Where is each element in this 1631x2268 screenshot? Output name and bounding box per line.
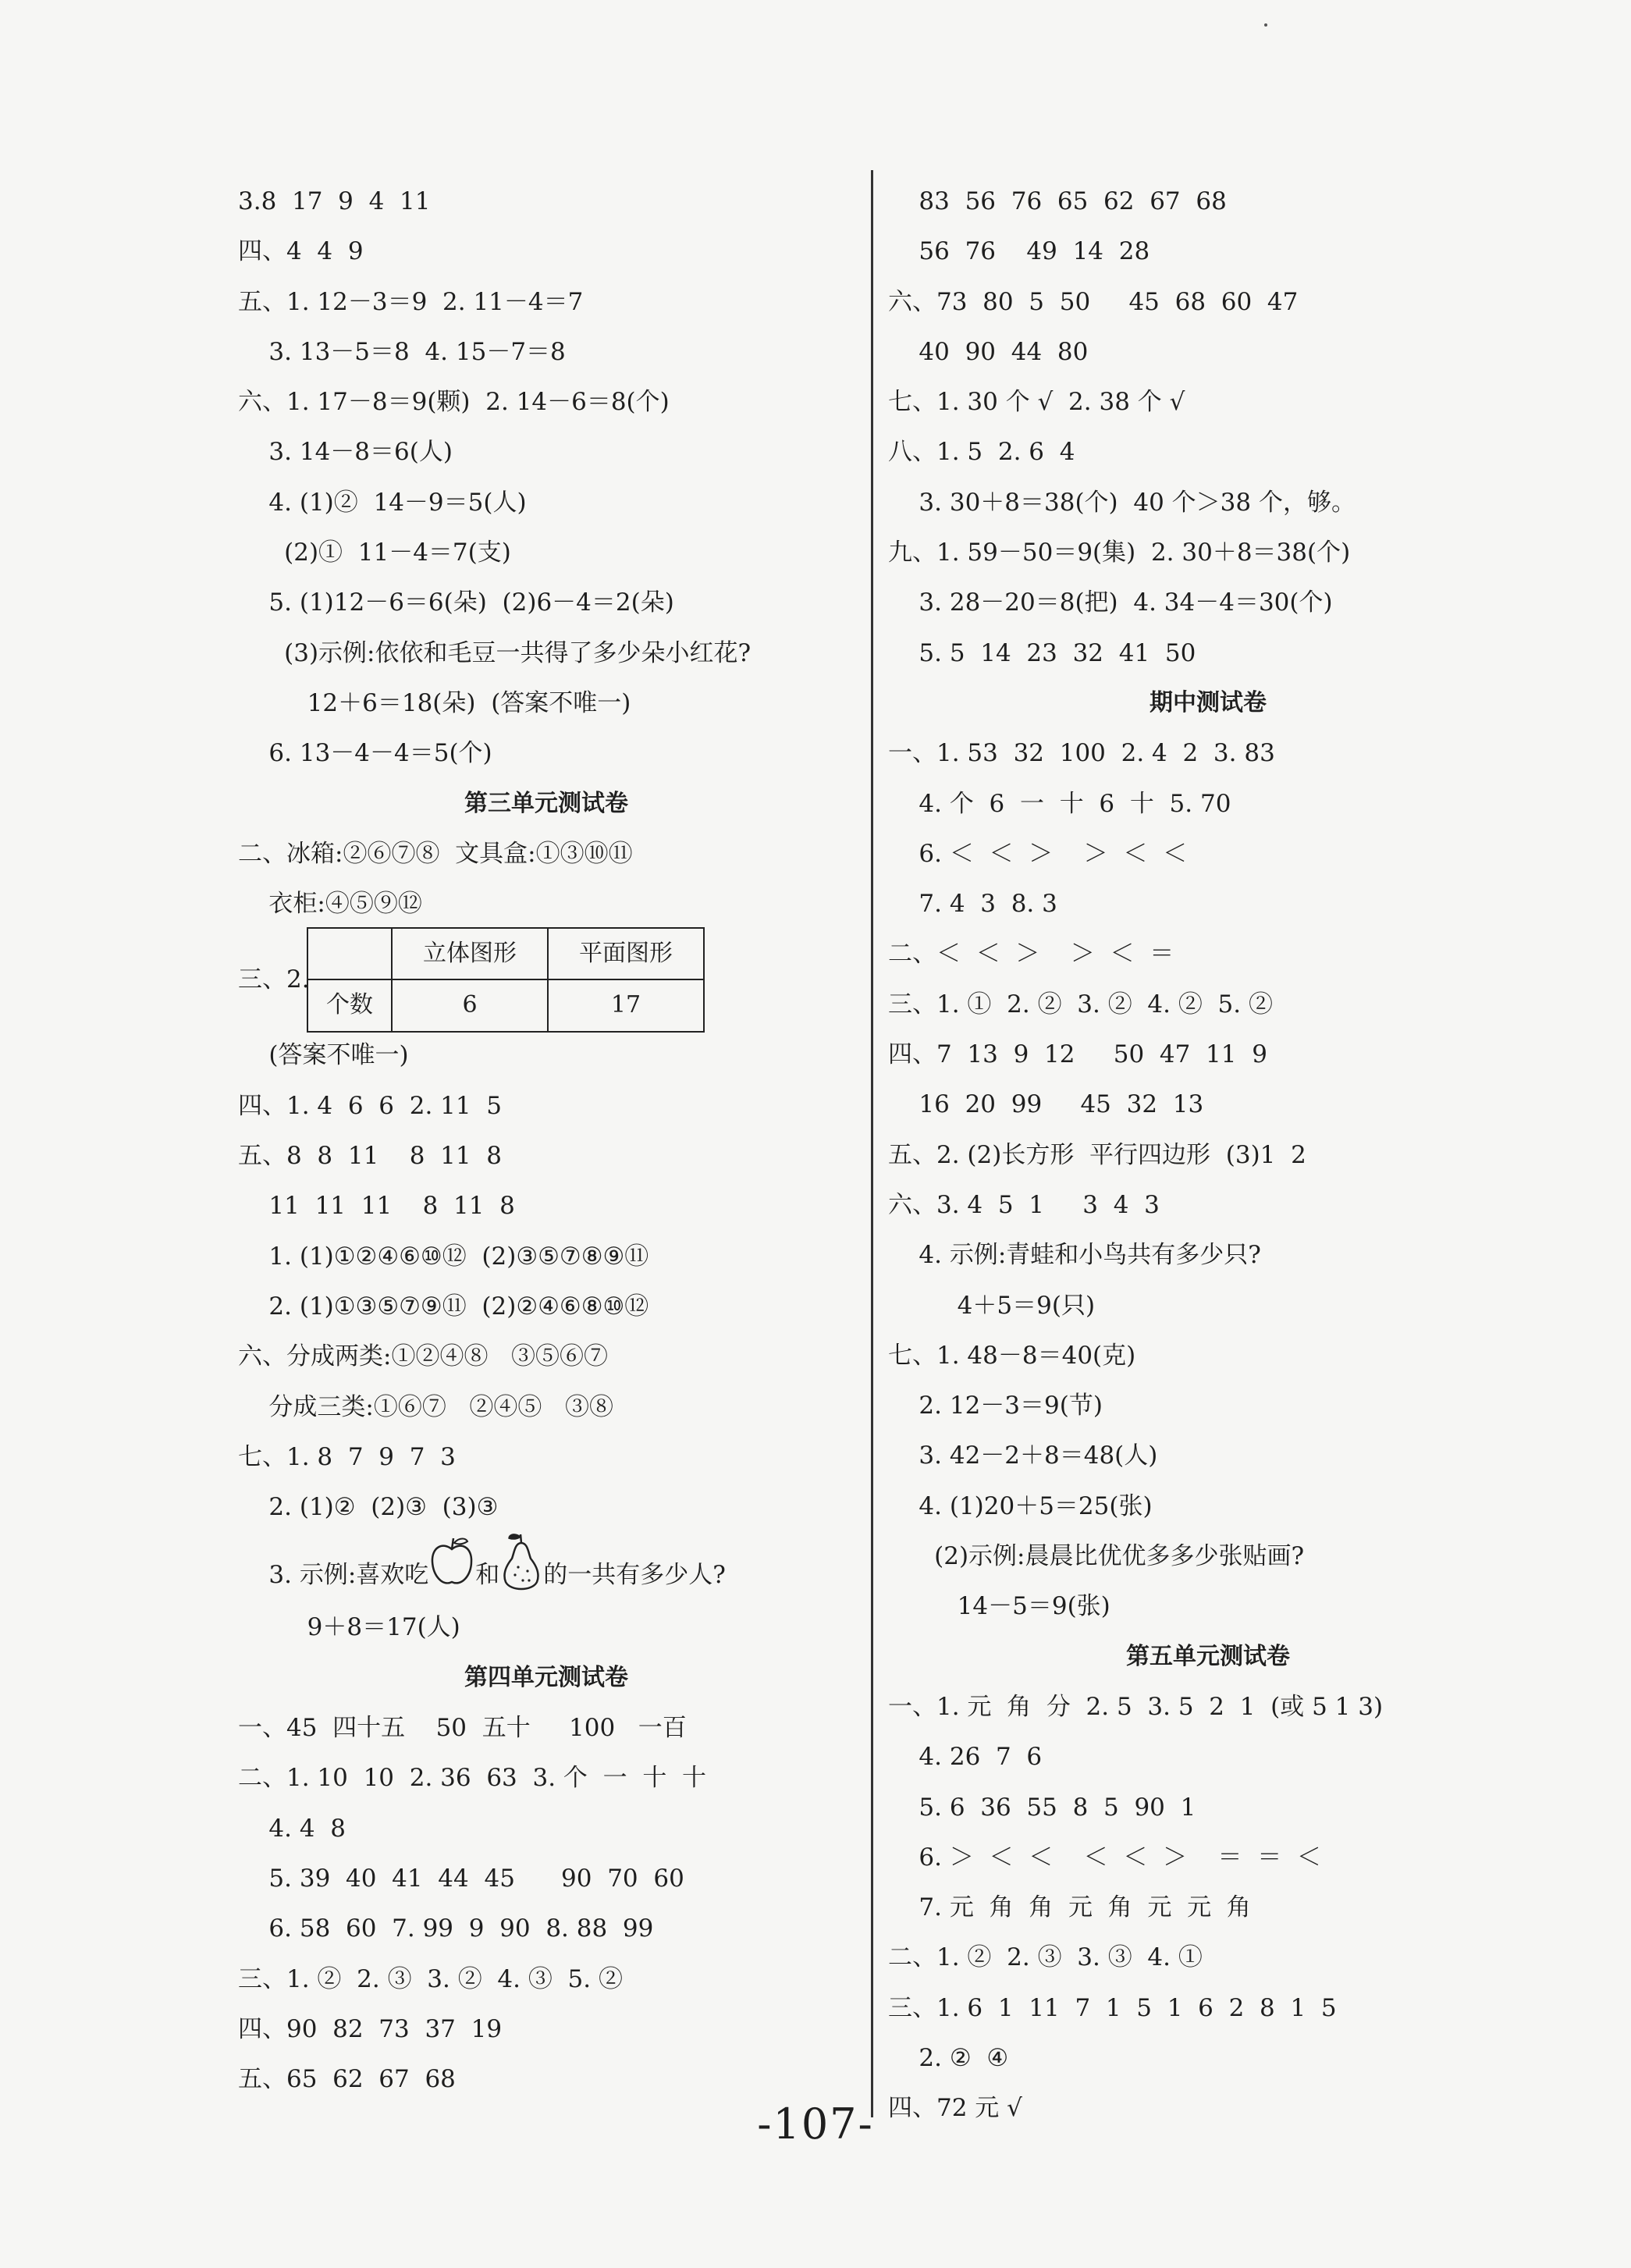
answer-line: 11 11 11 8 11 8 bbox=[238, 1192, 515, 1221]
answer-line: 3. 13－5＝8 4. 15－7＝8 bbox=[238, 337, 566, 366]
table-header-row bbox=[307, 928, 704, 979]
answer-line: 4. (1)② 14－9＝5(人) bbox=[238, 488, 527, 517]
answer-line: 六、1. 17－8＝9(颗) 2. 14－6＝8(个) bbox=[238, 388, 670, 417]
table-question-label: 三、2. bbox=[238, 965, 310, 994]
answer-line: 7. 4 3 8. 3 bbox=[888, 890, 1057, 919]
answer-line: 四、1. 4 6 6 2. 11 5 bbox=[238, 1091, 503, 1120]
answer-line: 4. 示例:青蛙和小鸟共有多少只? bbox=[888, 1241, 1261, 1270]
section-heading-midterm: 期中测试卷 bbox=[1150, 688, 1267, 716]
speck bbox=[1264, 23, 1267, 27]
answer-line: 八、1. 5 2. 6 4 bbox=[888, 438, 1075, 467]
answer-line: 二、冰箱:②⑥⑦⑧ 文具盒:①③⑩⑪ bbox=[238, 839, 633, 868]
answer-line: 56 76 49 14 28 bbox=[888, 237, 1150, 266]
answer-line: 六、73 80 5 50 45 68 60 47 bbox=[888, 287, 1299, 316]
answer-line: (答案不唯一) bbox=[238, 1041, 409, 1070]
fruit-question-and: 和 bbox=[475, 1561, 500, 1590]
answer-line: 83 56 76 65 62 67 68 bbox=[888, 187, 1227, 215]
answer-line: 4＋5＝9(只) bbox=[888, 1291, 1096, 1320]
answer-line: 二、1. 10 10 2. 36 63 3. 个 一 十 十 bbox=[238, 1764, 707, 1793]
answer-line: 四、72 元 √ bbox=[888, 2094, 1022, 2123]
answer-line: 2. ② ④ bbox=[888, 2043, 1009, 2072]
answer-line: 一、45 四十五 50 五十 100 一百 bbox=[238, 1714, 687, 1743]
answer-line: 1. (1)①②④⑥⑩⑫ (2)③⑤⑦⑧⑨⑪ bbox=[238, 1242, 649, 1271]
answer-line: 7. 元 角 角 元 角 元 元 角 bbox=[888, 1893, 1251, 1922]
answer-line: 三、1. 6 1 11 7 1 5 1 6 2 8 1 5 bbox=[888, 1993, 1337, 2022]
answer-line: 四、90 82 73 37 19 bbox=[238, 2014, 503, 2043]
answer-line: 5. (1)12－6＝6(朵) (2)6－4＝2(朵) bbox=[238, 588, 674, 617]
answer-line: 七、1. 8 7 9 7 3 bbox=[238, 1442, 456, 1471]
answer-line: 五、8 8 11 8 11 8 bbox=[238, 1142, 503, 1171]
answer-line: 6. 13－4－4＝5(个) bbox=[238, 739, 492, 768]
answer-line: 16 20 99 45 32 13 bbox=[888, 1090, 1204, 1119]
answer-line: 4. (1)20＋5＝25(张) bbox=[888, 1491, 1153, 1520]
answer-line: (3)示例:依依和毛豆一共得了多少朵小红花? bbox=[238, 638, 752, 667]
table-cell: 个数 bbox=[307, 979, 392, 1031]
section-heading-unit3: 第三单元测试卷 bbox=[464, 789, 628, 817]
answer-line: 二、＜ ＜ ＞ ＞ ＜ ＝ bbox=[888, 940, 1174, 969]
answer-line: 2. (1)①③⑤⑦⑨⑪ (2)②④⑥⑧⑩⑫ bbox=[238, 1292, 649, 1321]
answer-line: 五、65 62 67 68 bbox=[238, 2065, 456, 2094]
answer-line: 三、1. ② 2. ③ 3. ② 4. ③ 5. ② bbox=[238, 1964, 623, 1993]
answer-line: 12＋6＝18(朵) (答案不唯一) bbox=[238, 688, 631, 717]
fruit-question-suffix: 的一共有多少人? bbox=[543, 1561, 726, 1590]
answer-line: 3. 30＋8＝38(个) 40 个＞38 个，够。 bbox=[888, 488, 1356, 517]
table-row bbox=[307, 979, 704, 1031]
answer-line: 三、1. ① 2. ② 3. ② 4. ② 5. ② bbox=[888, 990, 1273, 1018]
table-cell bbox=[307, 928, 392, 979]
answer-line: 二、1. ② 2. ③ 3. ③ 4. ① bbox=[888, 1943, 1203, 1972]
answer-line: (2)示例:晨晨比优优多多少张贴画? bbox=[888, 1542, 1305, 1571]
answer-line: 3.8 17 9 4 11 bbox=[238, 187, 431, 215]
answer-line: 9＋8＝17(人) bbox=[238, 1613, 460, 1642]
right-column bbox=[888, 176, 1528, 2134]
left-column bbox=[238, 176, 855, 2104]
answer-line: 4. 4 8 bbox=[238, 1814, 346, 1843]
answer-line: 2. (1)② (2)③ (3)③ bbox=[238, 1493, 499, 1522]
fruit-question-line bbox=[238, 1532, 855, 1602]
answer-line: 5. 6 36 55 8 5 90 1 bbox=[888, 1793, 1196, 1822]
pear-icon bbox=[499, 1532, 543, 1620]
answer-line: 衣柜:④⑤⑨⑫ bbox=[238, 890, 422, 919]
page-number: -107- bbox=[757, 2099, 874, 2149]
answer-line: 3. 42－2＋8＝48(人) bbox=[888, 1441, 1158, 1470]
shape-count-table bbox=[307, 927, 705, 1033]
answer-line: 六、3. 4 5 1 3 4 3 bbox=[888, 1190, 1160, 1219]
column-divider bbox=[871, 170, 873, 2117]
answer-line: 五、2. (2)长方形 平行四边形 (3)1 2 bbox=[888, 1140, 1306, 1169]
answer-line: (2)① 11－4＝7(支) bbox=[238, 539, 511, 567]
table-cell: 17 bbox=[548, 979, 704, 1031]
answer-line: 七、1. 30 个 √ 2. 38 个 √ bbox=[888, 388, 1185, 417]
answer-line: 一、1. 元 角 分 2. 5 3. 5 2 1 (或 5 1 3) bbox=[888, 1692, 1384, 1721]
table-cell: 立体图形 bbox=[392, 928, 548, 979]
answer-line: 五、1. 12－3＝9 2. 11－4＝7 bbox=[238, 287, 584, 316]
answer-line: 七、1. 48－8＝40(克) bbox=[888, 1341, 1136, 1370]
table-line bbox=[238, 929, 855, 1030]
answer-line: 40 90 44 80 bbox=[888, 337, 1089, 366]
answer-line: 5. 5 14 23 32 41 50 bbox=[888, 638, 1196, 667]
answer-line: 4. 26 7 6 bbox=[888, 1743, 1043, 1772]
table-cell: 6 bbox=[392, 979, 548, 1031]
answer-line: 6. 58 60 7. 99 9 90 8. 88 99 bbox=[238, 1914, 654, 1943]
answer-line: 分成三类:①⑥⑦ ②④⑤ ③⑧ bbox=[238, 1392, 613, 1421]
answer-line: 3. 28－20＝8(把) 4. 34－4＝30(个) bbox=[888, 588, 1333, 617]
answer-line: 2. 12－3＝9(节) bbox=[888, 1392, 1103, 1420]
answer-line: 六、分成两类:①②④⑧ ③⑤⑥⑦ bbox=[238, 1342, 609, 1371]
table-cell: 平面图形 bbox=[548, 928, 704, 979]
answer-line: 九、1. 59－50＝9(集) 2. 30＋8＝38(个) bbox=[888, 539, 1351, 567]
fruit-question-prefix: 3. 示例:喜欢吃 bbox=[238, 1561, 429, 1590]
answer-line: 6. ＞ ＜ ＜ ＜ ＜ ＞ ＝ ＝ ＜ bbox=[888, 1843, 1321, 1872]
section-heading-unit4: 第四单元测试卷 bbox=[464, 1663, 628, 1691]
answer-line: 6. ＜ ＜ ＞ ＞ ＜ ＜ bbox=[888, 839, 1188, 868]
answer-line: 四、7 13 9 12 50 47 11 9 bbox=[888, 1040, 1267, 1069]
answer-line: 14－5＝9(张) bbox=[888, 1592, 1110, 1621]
answer-line: 四、4 4 9 bbox=[238, 237, 364, 266]
answer-line: 5. 39 40 41 44 45 90 70 60 bbox=[238, 1864, 684, 1893]
answer-line: 3. 14－8＝6(人) bbox=[238, 438, 453, 467]
answer-line: 一、1. 53 32 100 2. 4 2 3. 83 bbox=[888, 739, 1275, 768]
answer-line: 4. 个 6 一 十 6 十 5. 70 bbox=[888, 789, 1231, 818]
section-heading-unit5: 第五单元测试卷 bbox=[1126, 1642, 1290, 1670]
